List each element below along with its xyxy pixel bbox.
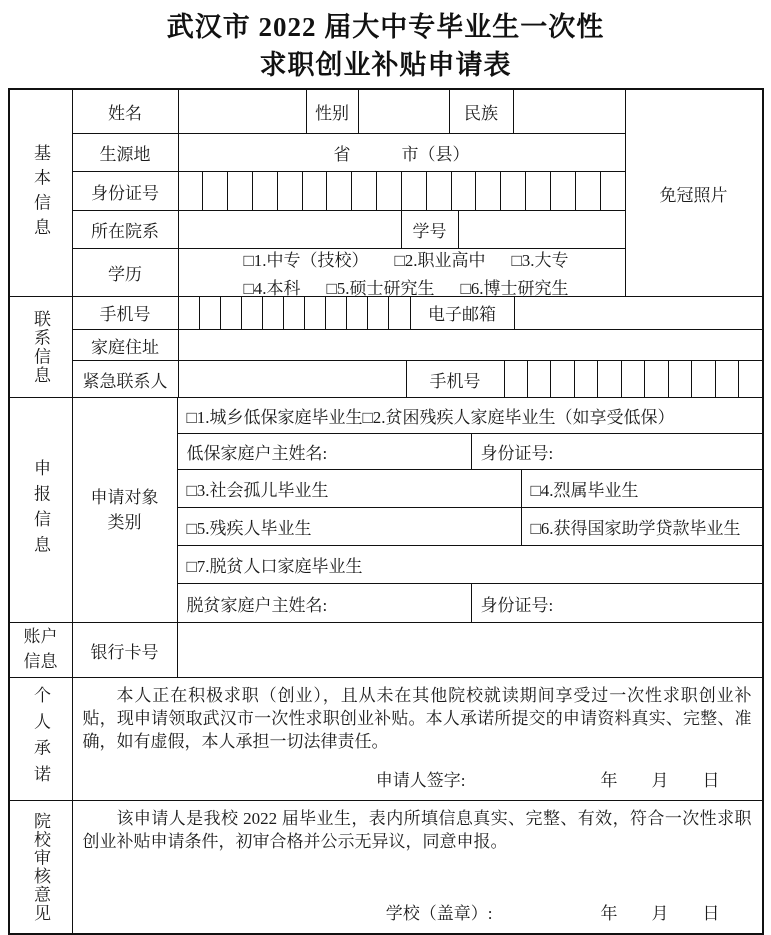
dibao-householder-name-label: 低保家庭户主姓名: <box>186 443 328 463</box>
form-title-line1: 武汉市 2022 届大中专毕业生一次性 <box>166 12 605 42</box>
commitment-sign-row <box>83 766 752 791</box>
emergency-phone-digit-cell <box>668 361 691 397</box>
gender-label: 性别 <box>306 90 358 133</box>
phone-digit-boxes <box>178 297 410 329</box>
emergency-phone-digit-cell <box>550 361 573 397</box>
commitment-text: 本人正在积极求职（创业），且从未在其他院校就读期间享受过一次性求职创业补贴，现申请领取武汉市一次性求职创业补贴。本人承诺所提交的申请资料真实、完整、准确，如有虚假，本人承担一切法律责任。 <box>82 686 752 751</box>
department-value-cell <box>178 211 401 248</box>
bank-card-label: 银行卡号 <box>72 623 177 677</box>
phone-digit-cell <box>262 297 283 329</box>
emergency-phone-digit-cell <box>691 361 714 397</box>
id-digit-cell <box>277 172 302 210</box>
id-number-boxes <box>178 172 625 210</box>
emergency-phone-digit-cell <box>621 361 644 397</box>
contact-info-body <box>72 297 762 397</box>
declare-option-7: □7.脱贫人口家庭毕业生 <box>186 557 363 577</box>
phone-digit-cell <box>283 297 304 329</box>
row-origin <box>73 133 625 171</box>
commitment-body <box>72 678 762 800</box>
ethnicity-value-cell <box>513 90 625 133</box>
row-declare-option-5-6 <box>178 507 762 546</box>
id-digit-cell <box>376 172 401 210</box>
row-name-gender-ethnicity <box>73 90 625 133</box>
category-label-text: 申请对象类别 <box>90 487 159 532</box>
emergency-contact-value-cell <box>178 361 406 397</box>
dibao-id-label: 身份证号: <box>471 434 762 469</box>
gender-value-cell <box>358 90 449 133</box>
declare-option-5: □5.残疾人毕业生 <box>186 518 312 538</box>
emergency-contact-label: 紧急联系人 <box>82 371 168 391</box>
emergency-phone-boxes <box>504 361 762 397</box>
emergency-phone-digit-cell <box>715 361 738 397</box>
id-digit-cell <box>179 172 203 210</box>
applicant-signature-label: 申请人签字: <box>375 771 466 790</box>
row-department <box>73 210 625 248</box>
edu-option-6: □6.博士研究生 <box>460 279 569 298</box>
declare-option-2: □2.贫困残疾人家庭毕业生（如享受低保） <box>362 407 675 427</box>
edu-option-2: □2.职业高中 <box>394 251 486 270</box>
photo-cell: 免冠照片 <box>625 90 762 296</box>
row-address <box>73 329 762 361</box>
origin-value-cell: 省 市（县） <box>178 134 625 171</box>
id-digit-cell <box>202 172 227 210</box>
emergency-phone-digit-cell <box>597 361 620 397</box>
education-options-line1 <box>234 246 568 271</box>
edu-option-5: □5.硕士研究生 <box>326 279 435 298</box>
row-id-number <box>73 171 625 210</box>
basic-info-body <box>72 90 625 296</box>
origin-label: 生源地 <box>99 145 151 164</box>
commitment-date-label: 年 月 日 <box>600 771 720 790</box>
emergency-phone-label: 手机号 <box>406 361 504 397</box>
education-options <box>178 249 625 296</box>
phone-digit-cell <box>220 297 241 329</box>
education-label: 学历 <box>108 265 142 284</box>
id-digit-cell <box>550 172 575 210</box>
declaration-options-body <box>177 398 762 622</box>
id-digit-cell <box>451 172 476 210</box>
form-title <box>0 8 771 84</box>
edu-option-3: □3.大专 <box>511 251 569 270</box>
category-label <box>72 398 177 622</box>
ethnicity-label: 民族 <box>449 90 513 133</box>
emergency-phone-digit-cell <box>505 361 527 397</box>
phone-digit-cell <box>241 297 262 329</box>
address-label: 家庭住址 <box>91 337 159 357</box>
row-tuopin-householder <box>178 583 762 622</box>
section-label-basic-info: 基本信息 <box>31 143 50 243</box>
section-account-info <box>10 622 762 677</box>
school-sign-row <box>83 899 752 924</box>
department-label: 所在院系 <box>91 222 159 241</box>
section-contact-info <box>10 296 762 397</box>
declare-option-3: □3.社会孤儿毕业生 <box>186 480 329 500</box>
student-no-value-cell <box>458 211 625 248</box>
section-personal-commitment <box>10 677 762 800</box>
id-digit-cell <box>252 172 277 210</box>
row-education <box>73 248 625 296</box>
school-review-body <box>72 801 762 933</box>
declare-options-1-2 <box>178 398 762 433</box>
emergency-phone-digit-cell <box>644 361 667 397</box>
tuopin-householder-name-label: 脱贫家庭户主姓名: <box>186 595 328 615</box>
row-declare-option-3-4 <box>178 469 762 507</box>
phone-digit-cell <box>179 297 199 329</box>
id-digit-cell <box>426 172 451 210</box>
id-number-label: 身份证号 <box>91 183 159 203</box>
student-no-label: 学号 <box>401 211 458 248</box>
section-label-school-review: 院校审核意见 <box>31 811 50 923</box>
section-basic-info <box>10 90 762 296</box>
phone-digit-cell <box>304 297 325 329</box>
emergency-phone-digit-cell <box>574 361 597 397</box>
section-label-declaration-info: 申报信息 <box>31 459 50 561</box>
emergency-phone-digit-cell <box>527 361 550 397</box>
row-declare-option-7 <box>178 545 762 583</box>
id-digit-cell <box>525 172 550 210</box>
id-digit-cell <box>351 172 376 210</box>
emergency-phone-digit-cell <box>738 361 761 397</box>
email-label: 电子邮箱 <box>410 297 514 329</box>
school-seal-label: 学校（盖章）: <box>385 904 493 923</box>
section-label-contact-info: 联系信息 <box>31 309 50 385</box>
phone-digit-cell <box>367 297 388 329</box>
row-emergency-contact <box>73 360 762 397</box>
section-label-account-text: 账户信息 <box>23 627 58 671</box>
phone-label: 手机号 <box>99 305 151 325</box>
school-date-label: 年 月 日 <box>600 904 720 923</box>
id-digit-cell <box>302 172 327 210</box>
id-digit-cell <box>575 172 600 210</box>
id-digit-cell <box>500 172 525 210</box>
id-digit-cell <box>475 172 500 210</box>
address-value-cell <box>178 330 762 361</box>
row-phone-email <box>73 297 762 329</box>
id-digit-cell <box>401 172 426 210</box>
declare-option-1: □1.城乡低保家庭毕业生 <box>186 407 363 427</box>
declare-option-4: □4.烈属毕业生 <box>521 470 762 507</box>
section-label-account-info <box>10 623 72 677</box>
tuopin-id-label: 身份证号: <box>471 584 762 622</box>
bank-card-value-cell <box>177 623 762 677</box>
section-label-personal-commitment: 个人承诺 <box>31 686 50 792</box>
row-dibao-householder <box>178 433 762 469</box>
section-declaration-info <box>10 397 762 622</box>
id-digit-cell <box>326 172 351 210</box>
name-label: 姓名 <box>108 104 142 123</box>
section-school-review <box>10 800 762 933</box>
id-digit-cell <box>600 172 625 210</box>
row-declare-option-1-2 <box>178 398 762 433</box>
declare-option-6: □6.获得国家助学贷款毕业生 <box>521 508 762 546</box>
phone-digit-cell <box>388 297 409 329</box>
school-review-text: 该申请人是我校 2022 届毕业生，表内所填信息真实、完整、有效，符合一次性求职创业补贴申请条件，初审合格并公示无异议，同意申报。 <box>82 809 752 851</box>
form-title-line2: 求职创业补贴申请表 <box>259 50 512 80</box>
form-table <box>8 88 764 935</box>
edu-option-1: □1.中专（技校） <box>243 251 369 270</box>
id-digit-cell <box>227 172 252 210</box>
phone-digit-cell <box>325 297 346 329</box>
email-value-cell <box>514 297 762 329</box>
name-value-cell <box>178 90 306 133</box>
phone-digit-cell <box>199 297 220 329</box>
edu-option-4: □4.本科 <box>243 279 301 298</box>
phone-digit-cell <box>346 297 367 329</box>
